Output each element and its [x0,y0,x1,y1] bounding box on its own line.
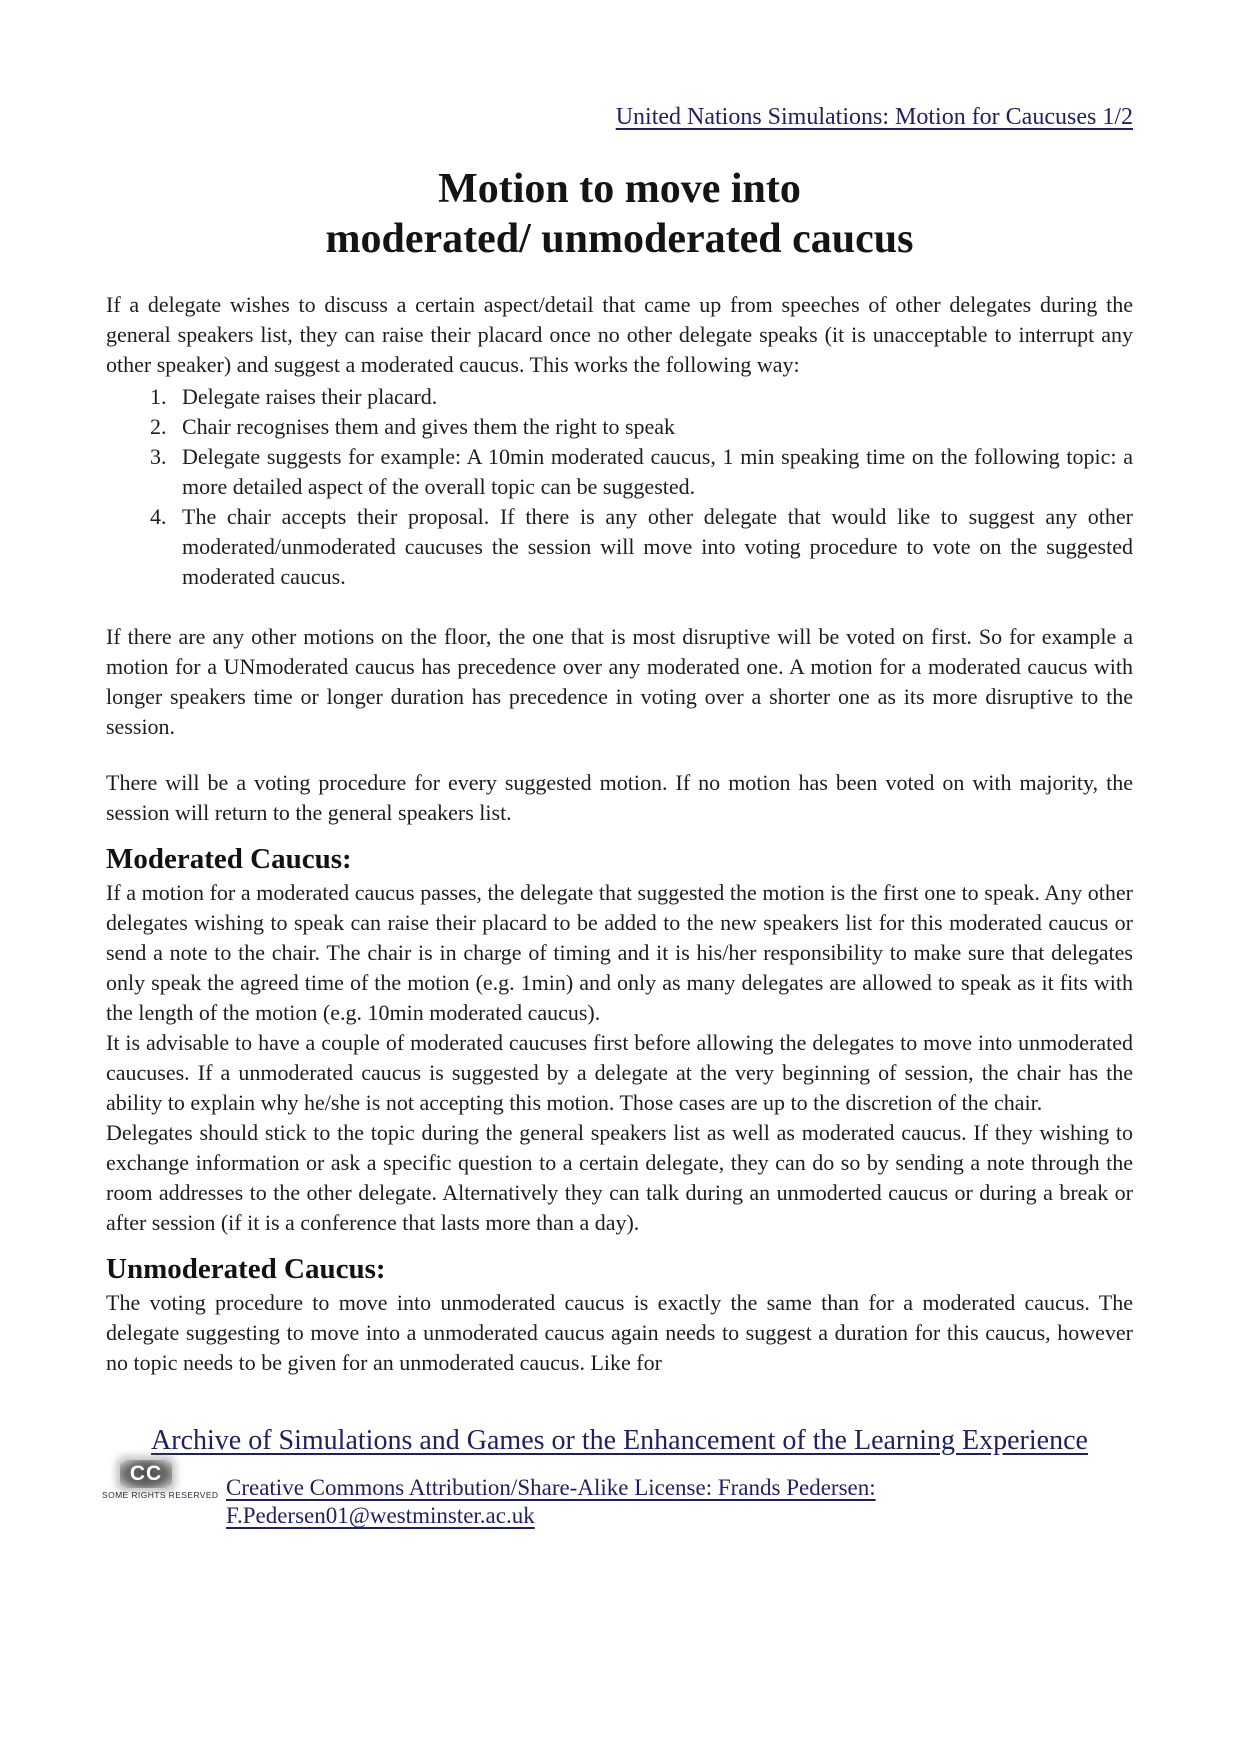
archive-link[interactable]: Archive of Simulations and Games or the Enhancement of the Learning Experience [151,1425,1088,1456]
creative-commons-badge [102,1460,219,1500]
license-link[interactable]: Creative Commons Attribution/Share-Alike License: Frands Pedersen: F.Pedersen01@westminster.ac.uk [226,1475,876,1528]
procedure-step: 1. Delegate raises their placard. [172,382,1133,412]
procedure-step: 2. Chair recognises them and gives them the right to speak [172,412,1133,442]
running-header [106,104,1133,130]
header-link: United Nations Simulations: Motion for Caucuses 1/2 [615,104,1133,130]
moderated-caucus-heading: Moderated Caucus: [106,843,352,875]
moderated-paragraph-1: If a motion for a moderated caucus passes, the delegate that suggested the motion is the first one to speak. Any other delegates wishing to speak can raise their placard to be added to the new speakers list for this moderated caucus or send a note to the chair. The chair is in charge of timing and it is his/her responsibility to make sure that delegates only speak the agreed time of the motion (e.g. 1min) and only as many delegates are allowed to speak as it fits with the length of the motion (e.g. 10min moderated caucus). [106,880,1133,1025]
page-title-line-2: moderated/ unmoderated caucus [325,216,914,262]
footer-license-row [102,1460,1133,1530]
procedure-step: 4. The chair accepts their proposal. If there is any other delegate that would like to suggest any other moderated/unmoderated caucuses the session will move into voting procedure to vote on the suggested moderated caucus. [172,502,1133,592]
moderated-paragraph-2: It is advisable to have a couple of moderated caucuses first before allowing the delegates to move into unmoderated caucuses. If a unmoderated caucus is suggested by a delegate at the very beginning of session, the chair has the ability to explain why he/she is not accepting this motion. Those cases are up to the discretion of the chair. [106,1030,1133,1115]
license-link-line [226,1474,1133,1530]
creative-commons-icon: CC [120,1460,172,1488]
motions-precedence-paragraph: If there are any other motions on the floor, the one that is most disruptive will be voted on first. So for example a motion for a UNmoderated caucus has precedence over any moderated one. A motion for a moderated caucus with longer speakers time or longer duration has precedence in voting over a shorter one as its more disruptive to the session. [106,624,1133,739]
unmoderated-caucus-heading: Unmoderated Caucus: [106,1253,386,1285]
procedure-steps-list [106,382,1133,592]
page-title-line-1: Motion to move into [438,166,801,212]
unmoderated-paragraph-1: The voting procedure to move into unmoderated caucus is exactly the same than for a moderated caucus. The delegate suggesting to move into a unmoderated caucus again needs to suggest a duration for this caucus, however no topic needs to be given for an unmoderated caucus. Like for [106,1290,1133,1375]
voting-procedure-paragraph: There will be a voting procedure for every suggested motion. If no motion has been voted on with majority, the session will return to the general speakers list. [106,770,1133,825]
intro-paragraph: If a delegate wishes to discuss a certain aspect/detail that came up from speeches of other delegates during the general speakers list, they can raise their placard once no other delegate speaks (it is unacceptable to interrupt any other speaker) and suggest a moderated caucus. This works the following way: [106,292,1133,377]
page-footer [102,1424,1133,1530]
page-title [106,164,1133,264]
archive-link-line [106,1424,1133,1458]
moderated-paragraph-3: Delegates should stick to the topic during the general speakers list as well as moderated caucus. If they wishing to exchange information or ask a specific question to a certain delegate, they can do so by sending a note through the room addresses to the other delegate. Alternatively they can talk during an unmoderted caucus or during a break or after session (if it is a conference that lasts more than a day). [106,1120,1133,1235]
cc-rights-label: SOME RIGHTS RESERVED [102,1490,219,1500]
procedure-step: 3. Delegate suggests for example: A 10min moderated caucus, 1 min speaking time on the following topic: a more detailed aspect of the overall topic can be suggested. [172,442,1133,502]
